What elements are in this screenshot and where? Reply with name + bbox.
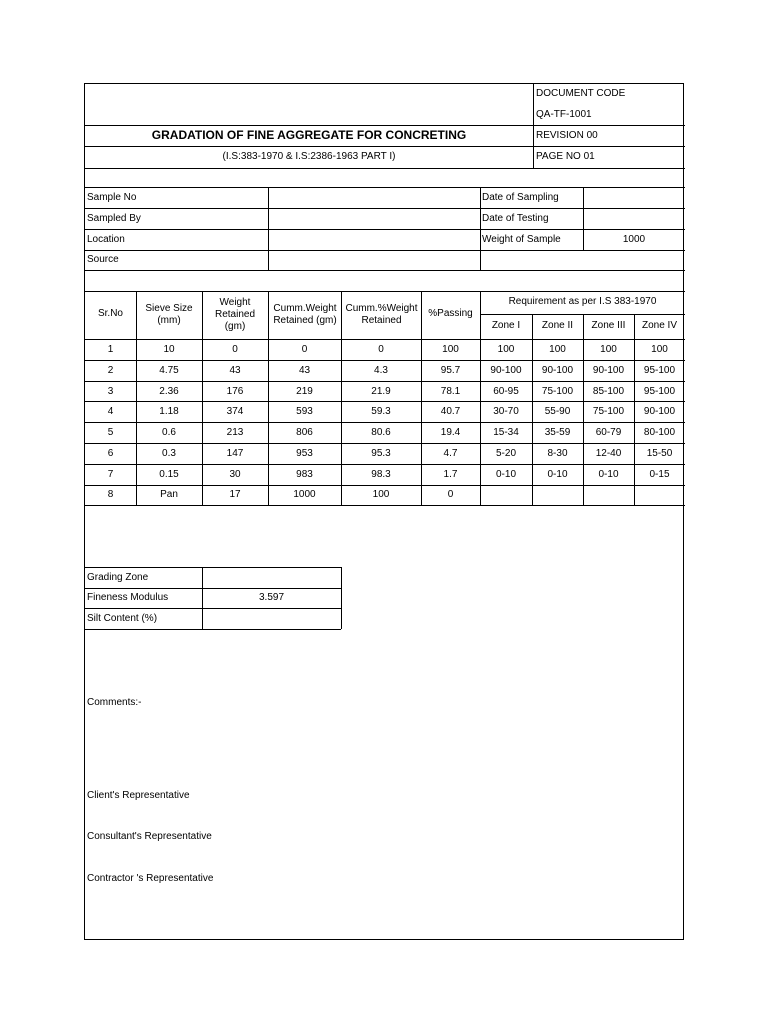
date-sampling-label: Date of Sampling: [482, 192, 559, 203]
rule: [85, 381, 685, 382]
cell-zone-3: 100: [600, 344, 617, 355]
rule: [480, 187, 481, 270]
col-header-passing: %Passing: [428, 308, 473, 319]
cell-zone-4: 100: [651, 344, 668, 355]
weight-sample-label: Weight of Sample: [482, 234, 561, 245]
cell-passing: 95.7: [440, 365, 461, 376]
cell-cumm-pct: 59.3: [371, 406, 391, 417]
cell-weight-retained: 176: [226, 386, 244, 397]
cell-cumm-weight: 43: [298, 365, 311, 376]
rule: [85, 187, 685, 188]
cell-zone-2: 8-30: [547, 448, 568, 459]
rule: [85, 401, 685, 402]
consultant-representative-label: Consultant's Representative: [87, 831, 212, 842]
cell-srno: 6: [107, 448, 114, 459]
cell-zone-4: 0-15: [649, 469, 670, 480]
source-label: Source: [87, 254, 119, 265]
rule: [85, 270, 685, 271]
col-header-cumm-weight: Cumm.Weight Retained (gm): [273, 303, 337, 326]
rule: [85, 485, 685, 486]
cell-zone-2: 75-100: [541, 386, 574, 397]
rule: [85, 464, 685, 465]
comments-label: Comments:-: [87, 697, 142, 708]
fineness-modulus-label: Fineness Modulus: [87, 592, 169, 603]
rule: [85, 608, 341, 609]
cell-weight-retained: 30: [229, 469, 241, 480]
cell-cumm-weight: 953: [296, 448, 313, 459]
cell-cumm-pct: 95.3: [371, 448, 391, 459]
report-title: GRADATION OF FINE AGGREGATE FOR CONCRETING: [151, 128, 467, 142]
rule: [85, 588, 341, 589]
cell-weight-retained: 374: [226, 406, 244, 417]
silt-content-label: Silt Content (%): [87, 613, 158, 624]
col-header-weight: Weight Retained (gm): [214, 297, 256, 332]
cell-sieve-size: 10: [163, 344, 175, 355]
cell-zone-3: 12-40: [595, 448, 622, 459]
cell-zone-4: 80-100: [643, 427, 676, 438]
cell-cumm-pct: 98.3: [371, 469, 391, 480]
cell-weight-retained: 0: [232, 344, 238, 355]
cell-zone-4: 15-50: [646, 448, 673, 459]
cell-cumm-weight: 593: [296, 406, 313, 417]
cell-cumm-pct: 21.9: [371, 386, 391, 397]
date-testing-label: Date of Testing: [482, 213, 549, 224]
col-header-sieve: Sieve Size (mm): [145, 303, 193, 326]
cell-weight-retained: 213: [226, 427, 244, 438]
col-header-requirement: Requirement as per I.S 383-1970: [508, 296, 657, 307]
rule: [341, 567, 342, 629]
weight-sample-value: 1000: [622, 234, 646, 245]
col-header-zone-3: Zone III: [591, 320, 626, 331]
cell-zone-2: 0-10: [547, 469, 568, 480]
col-header-zone-4: Zone IV: [641, 320, 678, 331]
col-header-zone-1: Zone I: [491, 320, 521, 331]
rule: [85, 229, 685, 230]
cell-passing: 4.7: [443, 448, 458, 459]
rule: [85, 125, 685, 126]
client-representative-label: Client's Representative: [87, 790, 190, 801]
rule: [85, 168, 685, 169]
header-divider: [533, 84, 534, 168]
rule: [85, 567, 341, 568]
cell-zone-2: 100: [549, 344, 566, 355]
cell-zone-4: 95-100: [643, 365, 676, 376]
cell-zone-3: 60-79: [595, 427, 622, 438]
rule: [85, 250, 685, 251]
cell-srno: 5: [107, 427, 114, 438]
cell-passing: 1.7: [443, 469, 458, 480]
location-label: Location: [87, 234, 125, 245]
rule: [85, 422, 685, 423]
rule: [85, 443, 685, 444]
cell-cumm-weight: 0: [301, 344, 308, 355]
contractor-representative-label: Contractor 's Representative: [87, 873, 214, 884]
test-report-sheet: [84, 83, 684, 940]
cell-cumm-pct: 80.6: [371, 427, 391, 438]
col-header-zone-2: Zone II: [541, 320, 574, 331]
rule: [85, 291, 685, 292]
cell-zone-1: 60-95: [493, 386, 519, 397]
cell-sieve-size: 2.36: [159, 386, 179, 397]
cell-srno: 7: [107, 469, 114, 480]
rule: [85, 629, 341, 630]
rule: [85, 360, 685, 361]
revision: REVISION 00: [536, 130, 598, 141]
cell-zone-2: 35-59: [544, 427, 571, 438]
cell-zone-1: 100: [497, 344, 515, 355]
cell-cumm-weight: 219: [296, 386, 313, 397]
cell-sieve-size: 0.6: [162, 427, 176, 438]
cell-passing: 40.7: [440, 406, 461, 417]
rule: [85, 208, 685, 209]
cell-zone-2: 55-90: [544, 406, 571, 417]
page-number: PAGE NO 01: [536, 151, 595, 162]
cell-sieve-size: 0.15: [159, 469, 179, 480]
cell-weight-retained: 43: [229, 365, 241, 376]
cell-zone-3: 75-100: [592, 406, 625, 417]
cell-cumm-weight: 806: [296, 427, 313, 438]
doc-code: QA-TF-1001: [536, 109, 592, 120]
rule: [85, 339, 685, 340]
cell-zone-1: 90-100: [490, 365, 522, 376]
cell-zone-1: 30-70: [493, 406, 519, 417]
cell-zone-4: 90-100: [643, 406, 676, 417]
cell-sieve-size: 0.3: [162, 448, 176, 459]
rule: [85, 146, 685, 147]
cell-zone-3: 0-10: [598, 469, 619, 480]
sample-no-label: Sample No: [87, 192, 137, 203]
cell-srno: 2: [107, 365, 114, 376]
cell-zone-2: 90-100: [541, 365, 574, 376]
cell-srno: 4: [107, 406, 114, 417]
cell-sieve-size: 4.75: [159, 365, 179, 376]
rule: [85, 505, 685, 506]
cell-zone-3: 90-100: [592, 365, 625, 376]
cell-srno: 3: [107, 386, 114, 397]
cell-cumm-weight: 1000: [293, 489, 316, 500]
cell-weight-retained: 147: [226, 448, 244, 459]
cell-zone-4: 95-100: [643, 386, 676, 397]
cell-srno: 8: [107, 489, 114, 500]
fineness-modulus-value: 3.597: [258, 592, 285, 603]
cell-cumm-pct: 100: [372, 489, 390, 500]
cell-zone-1: 5-20: [495, 448, 516, 459]
cell-passing: 78.1: [440, 386, 461, 397]
cell-cumm-pct: 4.3: [374, 365, 388, 376]
cell-weight-retained: 17: [229, 489, 241, 500]
cell-zone-1: 15-34: [493, 427, 519, 438]
cell-sieve-size: 1.18: [159, 406, 179, 417]
cell-passing: 100: [442, 344, 459, 355]
cell-zone-3: 85-100: [592, 386, 625, 397]
cell-cumm-weight: 983: [296, 469, 313, 480]
doc-code-label: DOCUMENT CODE: [536, 88, 626, 99]
sampled-by-label: Sampled By: [87, 213, 141, 224]
col-header-srno: Sr.No: [97, 308, 123, 319]
cell-sieve-size: Pan: [160, 489, 178, 500]
col-header-cumm-pct: Cumm.%Weight Retained: [345, 303, 418, 326]
rule: [268, 187, 269, 270]
cell-srno: 1: [107, 344, 114, 355]
cell-cumm-pct: 0: [378, 344, 384, 355]
report-subtitle: (I.S:383-1970 & I.S:2386-1963 PART I): [222, 151, 396, 162]
cell-passing: 19.4: [440, 427, 461, 438]
grading-zone-label: Grading Zone: [87, 572, 149, 583]
cell-zone-1: 0-10: [495, 469, 516, 480]
cell-passing: 0: [447, 489, 454, 500]
